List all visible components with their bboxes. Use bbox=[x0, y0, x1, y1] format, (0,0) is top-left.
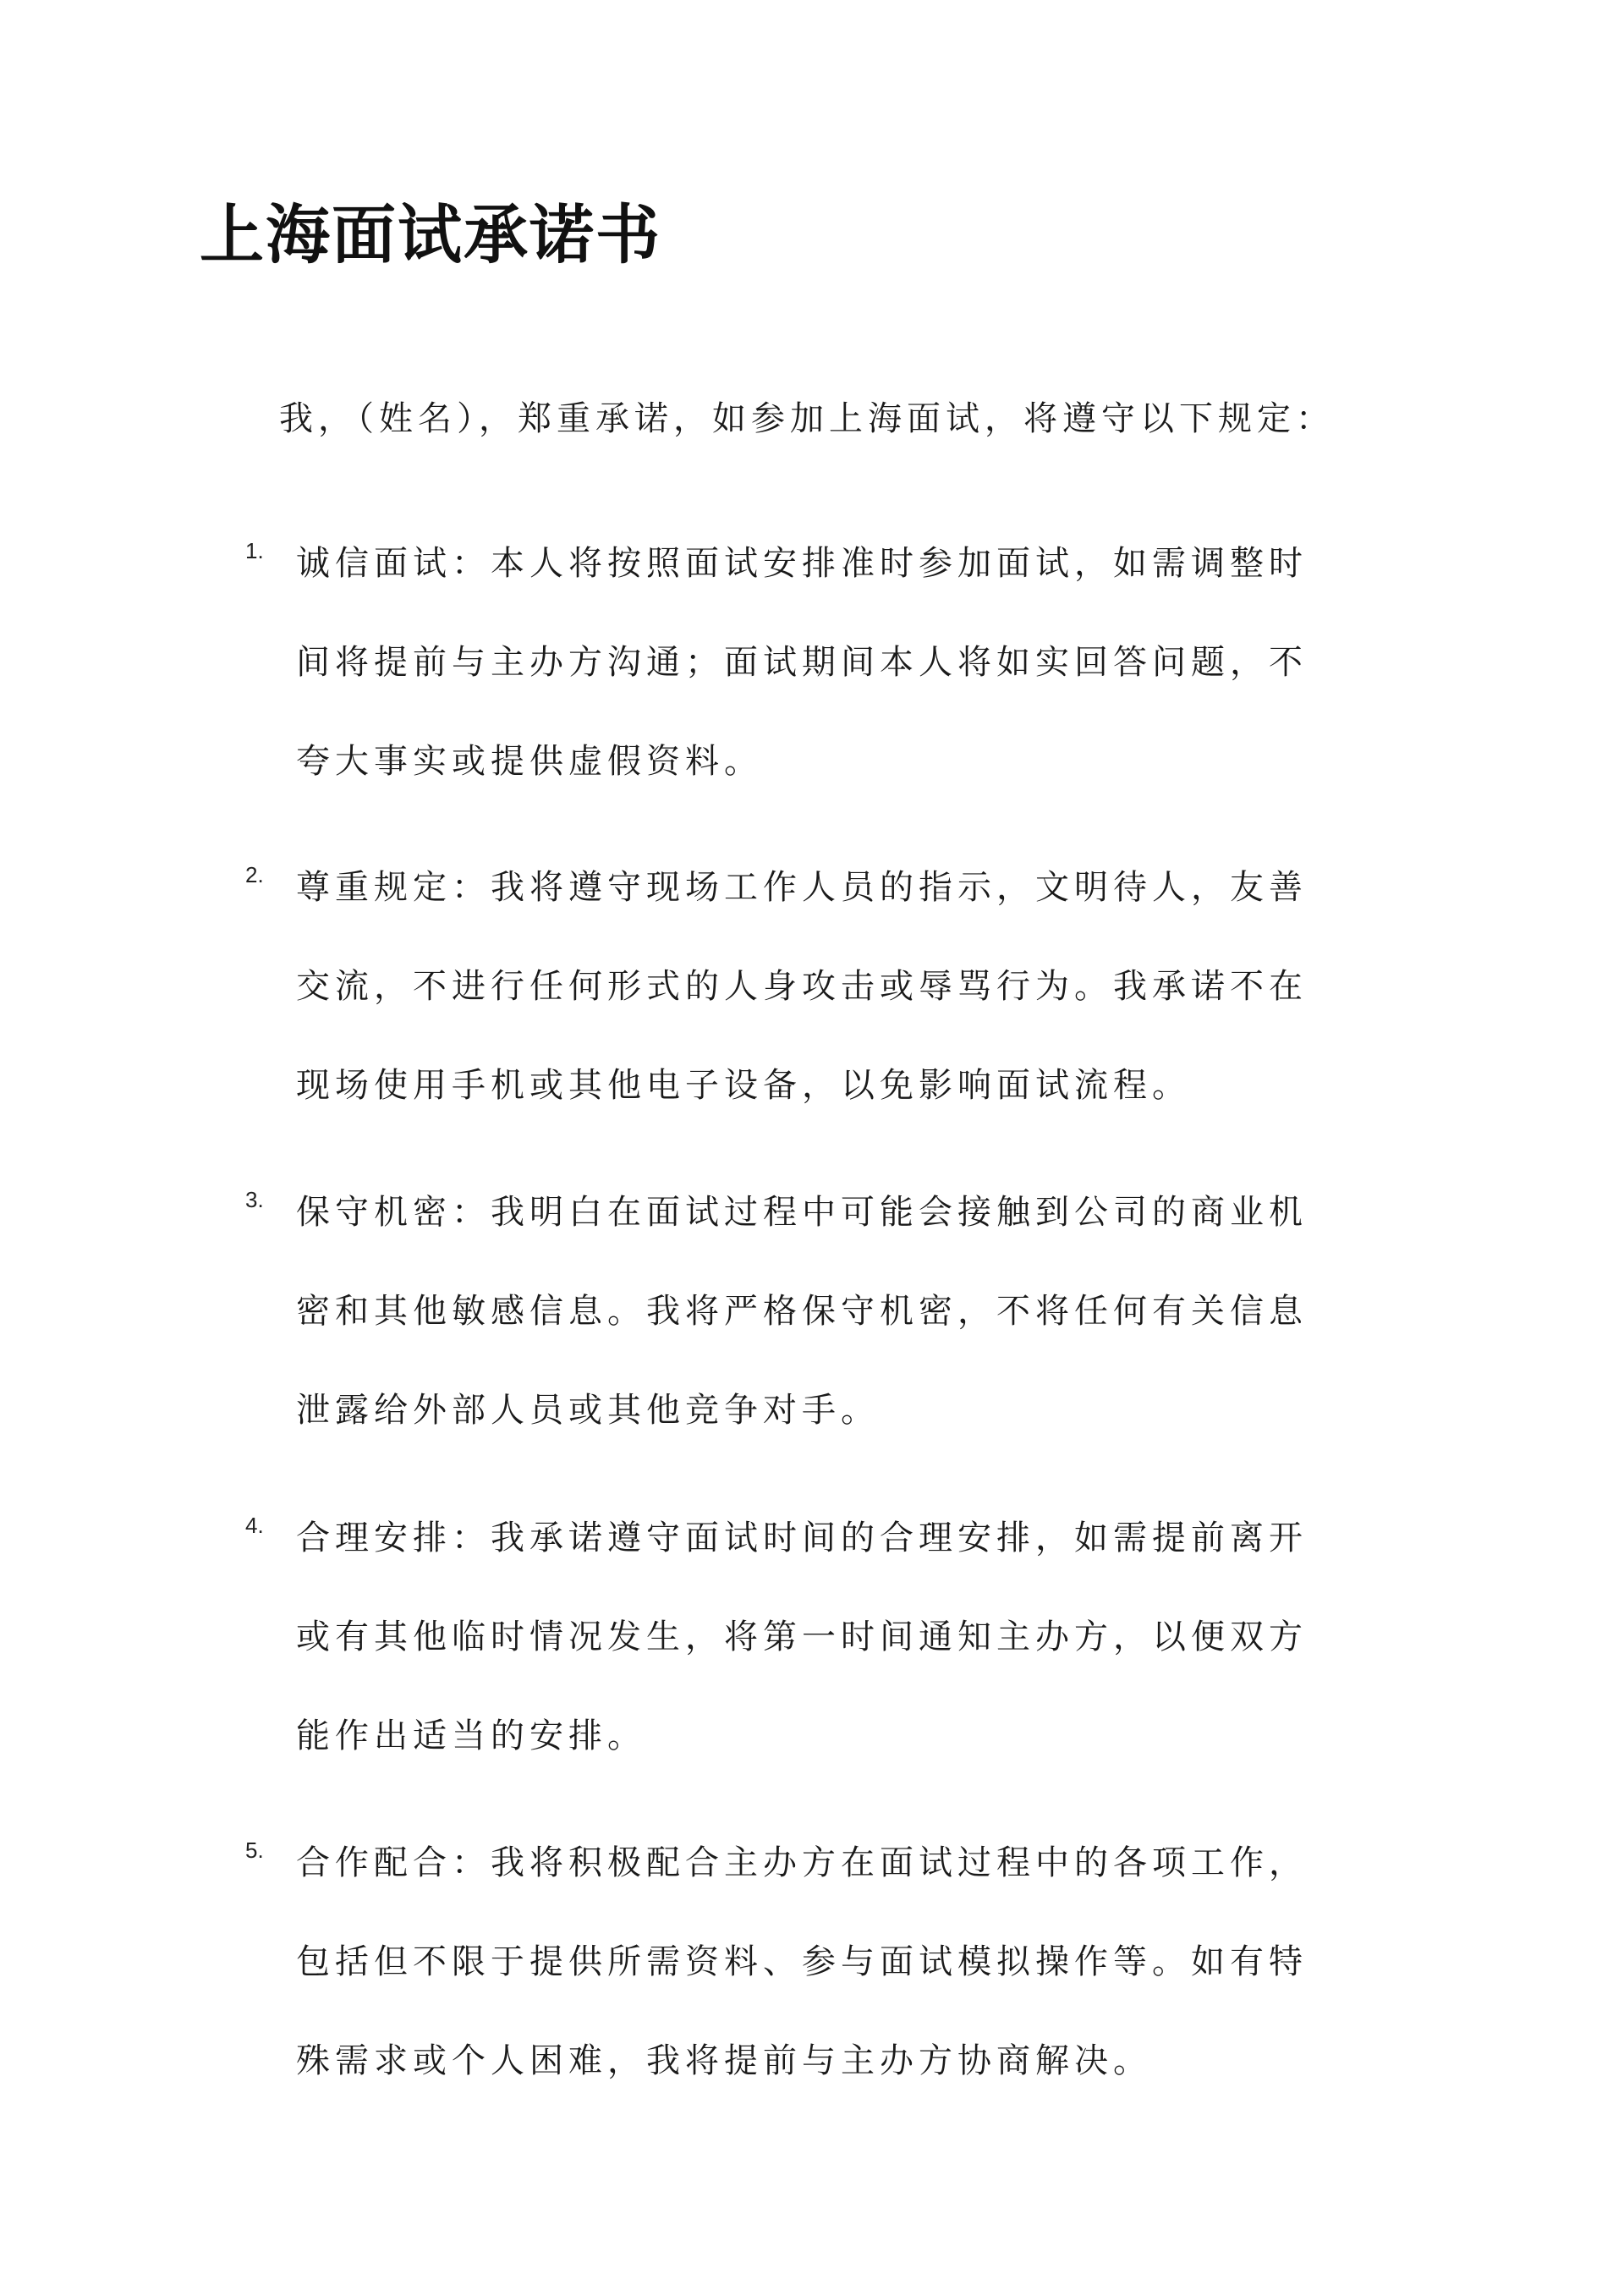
item-line: 或有其他临时情况发生，将第一时间通知主办方，以便双方 bbox=[296, 1618, 1308, 1656]
item-line: 交流，不进行任何形式的人身攻击或辱骂行为。我承诺不在 bbox=[296, 967, 1308, 1006]
item-line: 夸大事实或提供虚假资料。 bbox=[296, 742, 763, 781]
item-text bbox=[296, 838, 1396, 1135]
item-line: 诚信面试：本人将按照面试安排准时参加面试，如需调整时 bbox=[296, 544, 1308, 583]
item-line: 合作配合：我将积极配合主办方在面试过程中的各项工作， bbox=[296, 1843, 1308, 1882]
item-text bbox=[296, 1489, 1396, 1786]
item-number: 1. bbox=[245, 538, 264, 563]
item-line: 现场使用手机或其他电子设备，以免影响面试流程。 bbox=[296, 1066, 1191, 1105]
item-number: 4. bbox=[245, 1513, 264, 1538]
item-line: 合理安排：我承诺遵守面试时间的合理安排，如需提前离开 bbox=[296, 1519, 1308, 1557]
item-line: 密和其他敏感信息。我将严格保守机密，不将任何有关信息 bbox=[296, 1292, 1308, 1331]
item-line: 间将提前与主办方沟通；面试期间本人将如实回答问题，不 bbox=[296, 643, 1308, 682]
item-line: 殊需求或个人困难，我将提前与主办方协商解决。 bbox=[296, 2041, 1152, 2080]
item-line: 保守机密：我明白在面试过程中可能会接触到公司的商业机 bbox=[296, 1193, 1308, 1232]
item-number: 3. bbox=[245, 1187, 264, 1212]
item-line: 泄露给外部人员或其他竞争对手。 bbox=[296, 1391, 880, 1430]
item-line: 尊重规定：我将遵守现场工作人员的指示，文明待人，友善 bbox=[296, 868, 1308, 907]
item-text bbox=[296, 1814, 1396, 2111]
document-title: 上海面试承诺书 bbox=[200, 197, 661, 272]
item-line: 能作出适当的安排。 bbox=[296, 1717, 646, 1755]
item-text bbox=[296, 514, 1396, 811]
intro-paragraph: 我，（姓名），郑重承诺，如参加上海面试，将遵守以下规定： bbox=[279, 399, 1335, 438]
item-number: 2. bbox=[245, 862, 264, 887]
item-line: 包括但不限于提供所需资料、参与面试模拟操作等。如有特 bbox=[296, 1942, 1308, 1981]
item-number: 5. bbox=[245, 1837, 264, 1863]
item-text bbox=[296, 1163, 1396, 1460]
